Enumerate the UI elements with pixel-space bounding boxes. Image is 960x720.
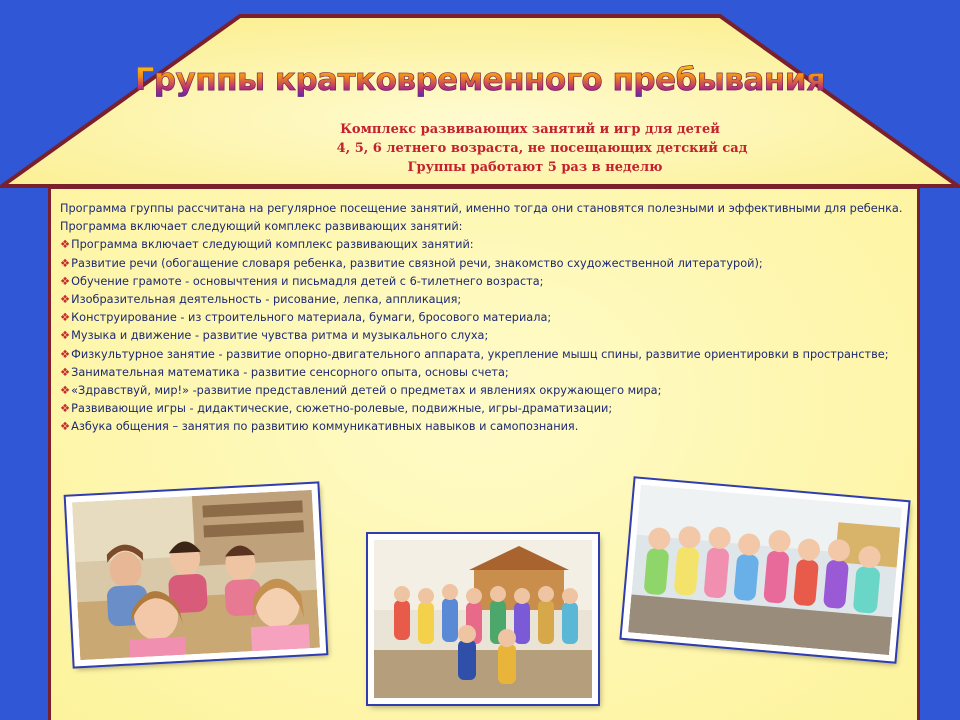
bullet-icon: ❖ — [60, 238, 71, 252]
activity-text: Программа включает следующий комплекс развивающих занятий: — [71, 238, 474, 252]
bullet-icon: ❖ — [60, 311, 71, 325]
bullet-icon: ❖ — [60, 384, 71, 398]
activity-text: Изобразительная деятельность - рисование, лепка, аппликация; — [71, 293, 462, 307]
activity-item — [60, 418, 912, 436]
activity-text: Развивающие игры - дидактические, сюжетно-ролевые, подвижные, игры-драматизации; — [71, 402, 613, 416]
bullet-icon: ❖ — [60, 329, 71, 343]
activity-text: Обучение грамоте - основычтения и письмадля детей с 6-тилетнего возраста; — [71, 274, 544, 288]
bullet-icon: ❖ — [60, 365, 71, 379]
intro-line-1: Программа группы рассчитана на регулярное посещение занятий, именно тогда они становятся полезными и эффективными для ребенка. — [60, 202, 903, 215]
activity-item — [60, 327, 912, 345]
activity-item — [60, 291, 912, 309]
intro-line-2: Программа включает следующий комплекс развивающих занятий: — [60, 220, 463, 234]
bullet-icon: ❖ — [60, 256, 71, 270]
activity-item — [60, 400, 912, 418]
photo-group-in-playroom — [368, 534, 598, 704]
bullet-icon: ❖ — [60, 420, 71, 434]
activity-text: Занимательная математика - развитие сенсорного опыта, основы счета; — [71, 365, 509, 379]
activity-text: «Здравствуй, мир!» -развитие представлений детей о предметах и явлениях окружающего мира; — [71, 384, 662, 398]
activity-item — [60, 255, 912, 273]
bullet-icon: ❖ — [60, 274, 71, 288]
activity-item — [60, 364, 912, 382]
activity-item — [60, 382, 912, 400]
activity-text: Азбука общения – занятия по развитию коммуникативных навыков и самопознания. — [71, 420, 579, 434]
activity-text: Развитие речи (обогащение словаря ребенка, развитие связной речи, знакомство схудожественной литературой); — [71, 256, 763, 270]
subtitle-line-3: Группы работают 5 раз в неделю — [407, 160, 663, 175]
activity-text: Конструирование - из строительного материала, бумаги, бросового материала; — [71, 311, 552, 325]
activity-text: Физкультурное занятие - развитие опорно-двигательного аппарата, укрепление мышц спины, развитие ориентировки в пространстве; — [71, 347, 889, 361]
activity-item — [60, 309, 912, 327]
bullet-icon: ❖ — [60, 402, 71, 416]
bullet-icon: ❖ — [60, 293, 71, 307]
subtitle-line-1: Комплекс развивающих занятий и игр для детей — [340, 122, 720, 137]
activity-item — [60, 346, 912, 364]
subtitle — [300, 120, 760, 177]
activity-text: Музыка и движение - развитие чувства ритма и музыкального слуха; — [71, 329, 489, 343]
subtitle-line-2: 4, 5, 6 летнего возраста, не посещающих детский сад — [336, 141, 748, 156]
photo-girls-posing — [622, 478, 909, 661]
program-description — [60, 200, 912, 437]
activity-item — [60, 273, 912, 291]
activity-item — [60, 236, 912, 254]
activities-list — [60, 236, 912, 436]
bullet-icon: ❖ — [60, 347, 71, 361]
page-title: Группы кратковременного пребывания — [0, 62, 960, 98]
photo-children-at-table — [66, 484, 327, 667]
